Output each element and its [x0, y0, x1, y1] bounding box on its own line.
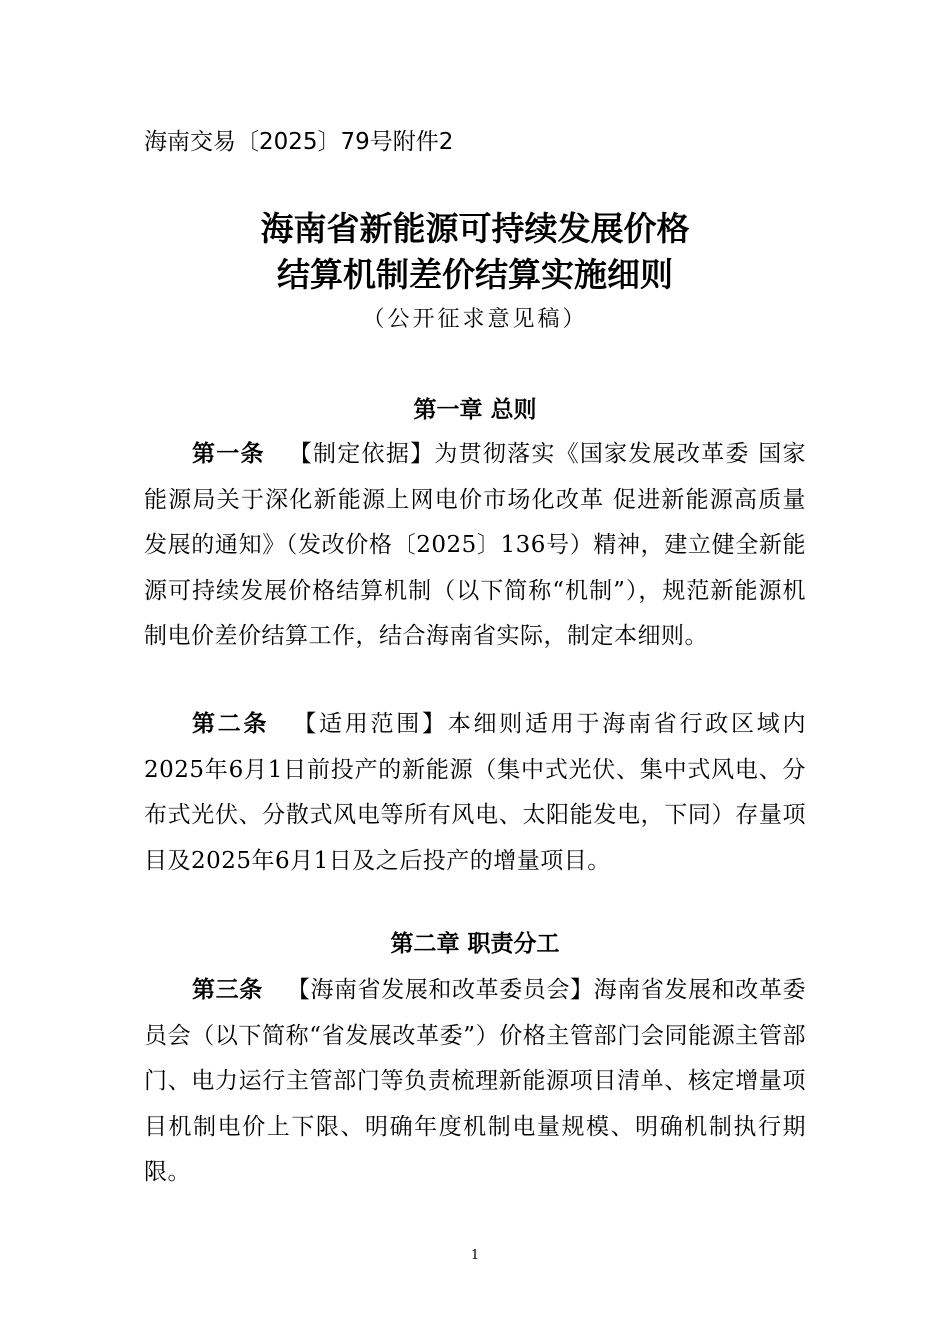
article-tag: 【制定依据】	[288, 441, 435, 467]
article-text: 为贯彻落实《国家发展改革委 国家能源局关于深化新能源上网电价市场化改革 促进新能源高质量发展的通知》（发改价格〔2025〕136号）精神，建立健全新能源可持续发展价格结算机制（以下简称“机制”），规范新能源机制电价差价结算工作，结合海南省实际，制定本细则。	[144, 441, 807, 649]
page-number: 1	[470, 1248, 480, 1263]
chapter-heading-2: 第二章 职责分工	[390, 931, 560, 957]
chapter-heading-1: 第一章 总则	[413, 397, 537, 423]
article-text: 海南省发展和改革委员会（以下简称“省发展改革委”）价格主管部门会同能源主管部门、电力运行主管部门等负责梳理新能源项目清单、核定增量项目机制电价上下限、明确年度机制电量规模、明确机制执行期限。	[144, 977, 807, 1185]
article-2	[144, 702, 806, 884]
article-1	[144, 432, 806, 660]
document-title-line-1: 海南省新能源可持续发展价格	[260, 209, 690, 248]
document-title-line-2: 结算机制差价结算实施细则	[277, 255, 673, 294]
article-3	[144, 968, 806, 1196]
article-text: 本细则适用于海南省行政区域内2025年6月1日前投产的新能源（集中式光伏、集中式风电、分布式光伏、分散式风电等所有风电、太阳能发电，下同）存量项目及2025年6月1日及之后投产的增量项目。	[144, 711, 806, 874]
article-number: 第二条	[192, 711, 270, 737]
article-tag: 【海南省发展和改革委员会】	[286, 977, 594, 1003]
article-number: 第三条	[192, 977, 263, 1003]
document-number: 海南交易〔2025〕79号附件2	[144, 129, 454, 155]
document-subtitle: （公开征求意见稿）	[362, 307, 588, 332]
article-tag: 【适用范围】	[293, 711, 448, 737]
article-number: 第一条	[192, 441, 265, 467]
